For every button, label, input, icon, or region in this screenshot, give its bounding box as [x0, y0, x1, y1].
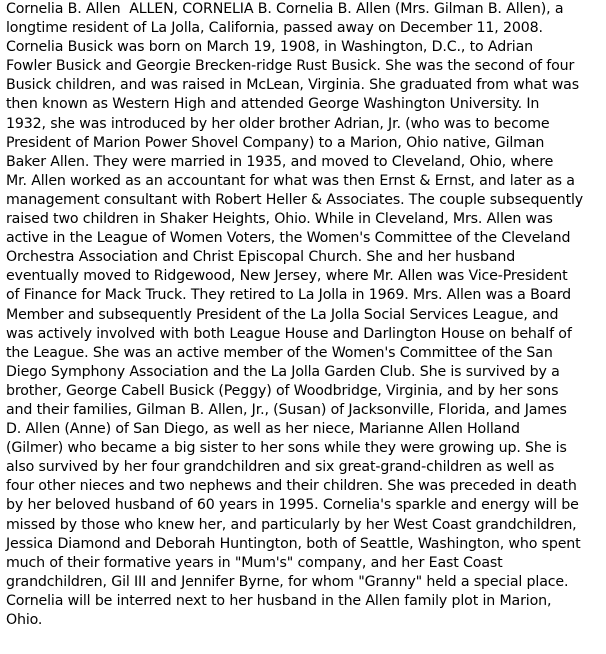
text-line: Cornelia Busick was born on March 19, 1908, in Washington, D.C., to Adrian	[6, 39, 533, 56]
obituary-paragraph	[6, 0, 600, 630]
text-line: Diego Symphony Association and the La Jolla Garden Club. She is survived by a	[6, 363, 560, 380]
text-line: Jessica Diamond and Deborah Huntington, both of Seattle, Washington, who spent	[6, 535, 581, 552]
text-line: Cornelia will be interred next to her husband in the Allen family plot in Marion,	[6, 592, 552, 609]
text-line: longtime resident of La Jolla, California, passed away on December 11, 2008.	[6, 20, 543, 37]
text-line: Fowler Busick and Georgie Brecken-ridge Rust Busick. She was the second of four	[6, 58, 575, 75]
text-line: by her beloved husband of 60 years in 1995. Cornelia's sparkle and energy will be	[6, 497, 579, 514]
text-line: the League. She was an active member of the Women's Committee of the San	[6, 344, 553, 361]
text-line: Member and subsequently President of the La Jolla Social Services League, and	[6, 306, 559, 323]
text-line: also survived by her four grandchildren and six great-grand-children as well as	[6, 459, 555, 476]
text-line: brother, George Cabell Busick (Peggy) of Woodbridge, Virginia, and by her sons	[6, 382, 559, 399]
text-line: active in the League of Women Voters, the Women's Committee of the Cleveland	[6, 230, 571, 247]
text-line: Busick children, and was raised in McLean, Virginia. She graduated from what was	[6, 77, 579, 94]
text-line: was actively involved with both League House and Darlington House on behalf of	[6, 325, 572, 342]
text-line: much of their formative years in "Mum's" company, and her East Coast	[6, 554, 503, 571]
text-line: management consultant with Robert Heller & Associates. The couple subsequently	[6, 191, 584, 208]
text-line: of Finance for Mack Truck. They retired to La Jolla in 1969. Mrs. Allen was a Board	[6, 287, 572, 304]
text-line: Cornelia B. Allen ALLEN, CORNELIA B. Cornelia B. Allen (Mrs. Gilman B. Allen), a	[6, 1, 564, 17]
text-line: (Gilmer) who became a big sister to her sons while they were growing up. She is	[6, 440, 567, 457]
text-line: President of Marion Power Shovel Company) to a Marion, Ohio native, Gilman	[6, 134, 545, 151]
text-line: Orchestra Association and Christ Episcopal Church. She and her husband	[6, 249, 516, 266]
text-line: four other nieces and two nephews and their children. She was preceded in death	[6, 478, 577, 495]
text-line: missed by those who knew her, and particularly by her West Coast grandchildren,	[6, 516, 577, 533]
text-line: Baker Allen. They were married in 1935, and moved to Cleveland, Ohio, where	[6, 153, 554, 170]
text-line: Mr. Allen worked as an accountant for what was then Ernst & Ernst, and later as a	[6, 172, 575, 189]
text-line: D. Allen (Anne) of San Diego, as well as her niece, Marianne Allen Holland	[6, 421, 520, 438]
text-line: grandchildren, Gil III and Jennifer Byrne, for whom "Granny" held a special place.	[6, 573, 569, 590]
text-line: 1932, she was introduced by her older brother Adrian, Jr. (who was to become	[6, 115, 550, 132]
text-line: eventually moved to Ridgewood, New Jersey, where Mr. Allen was Vice-President	[6, 268, 568, 285]
text-line: Ohio.	[6, 612, 43, 628]
text-line: and their families, Gilman B. Allen, Jr., (Susan) of Jacksonville, Florida, and James	[6, 401, 567, 418]
text-line: raised two children in Shaker Heights, Ohio. While in Cleveland, Mrs. Allen was	[6, 211, 553, 228]
text-line: then known as Western High and attended George Washington University. In	[6, 96, 540, 113]
